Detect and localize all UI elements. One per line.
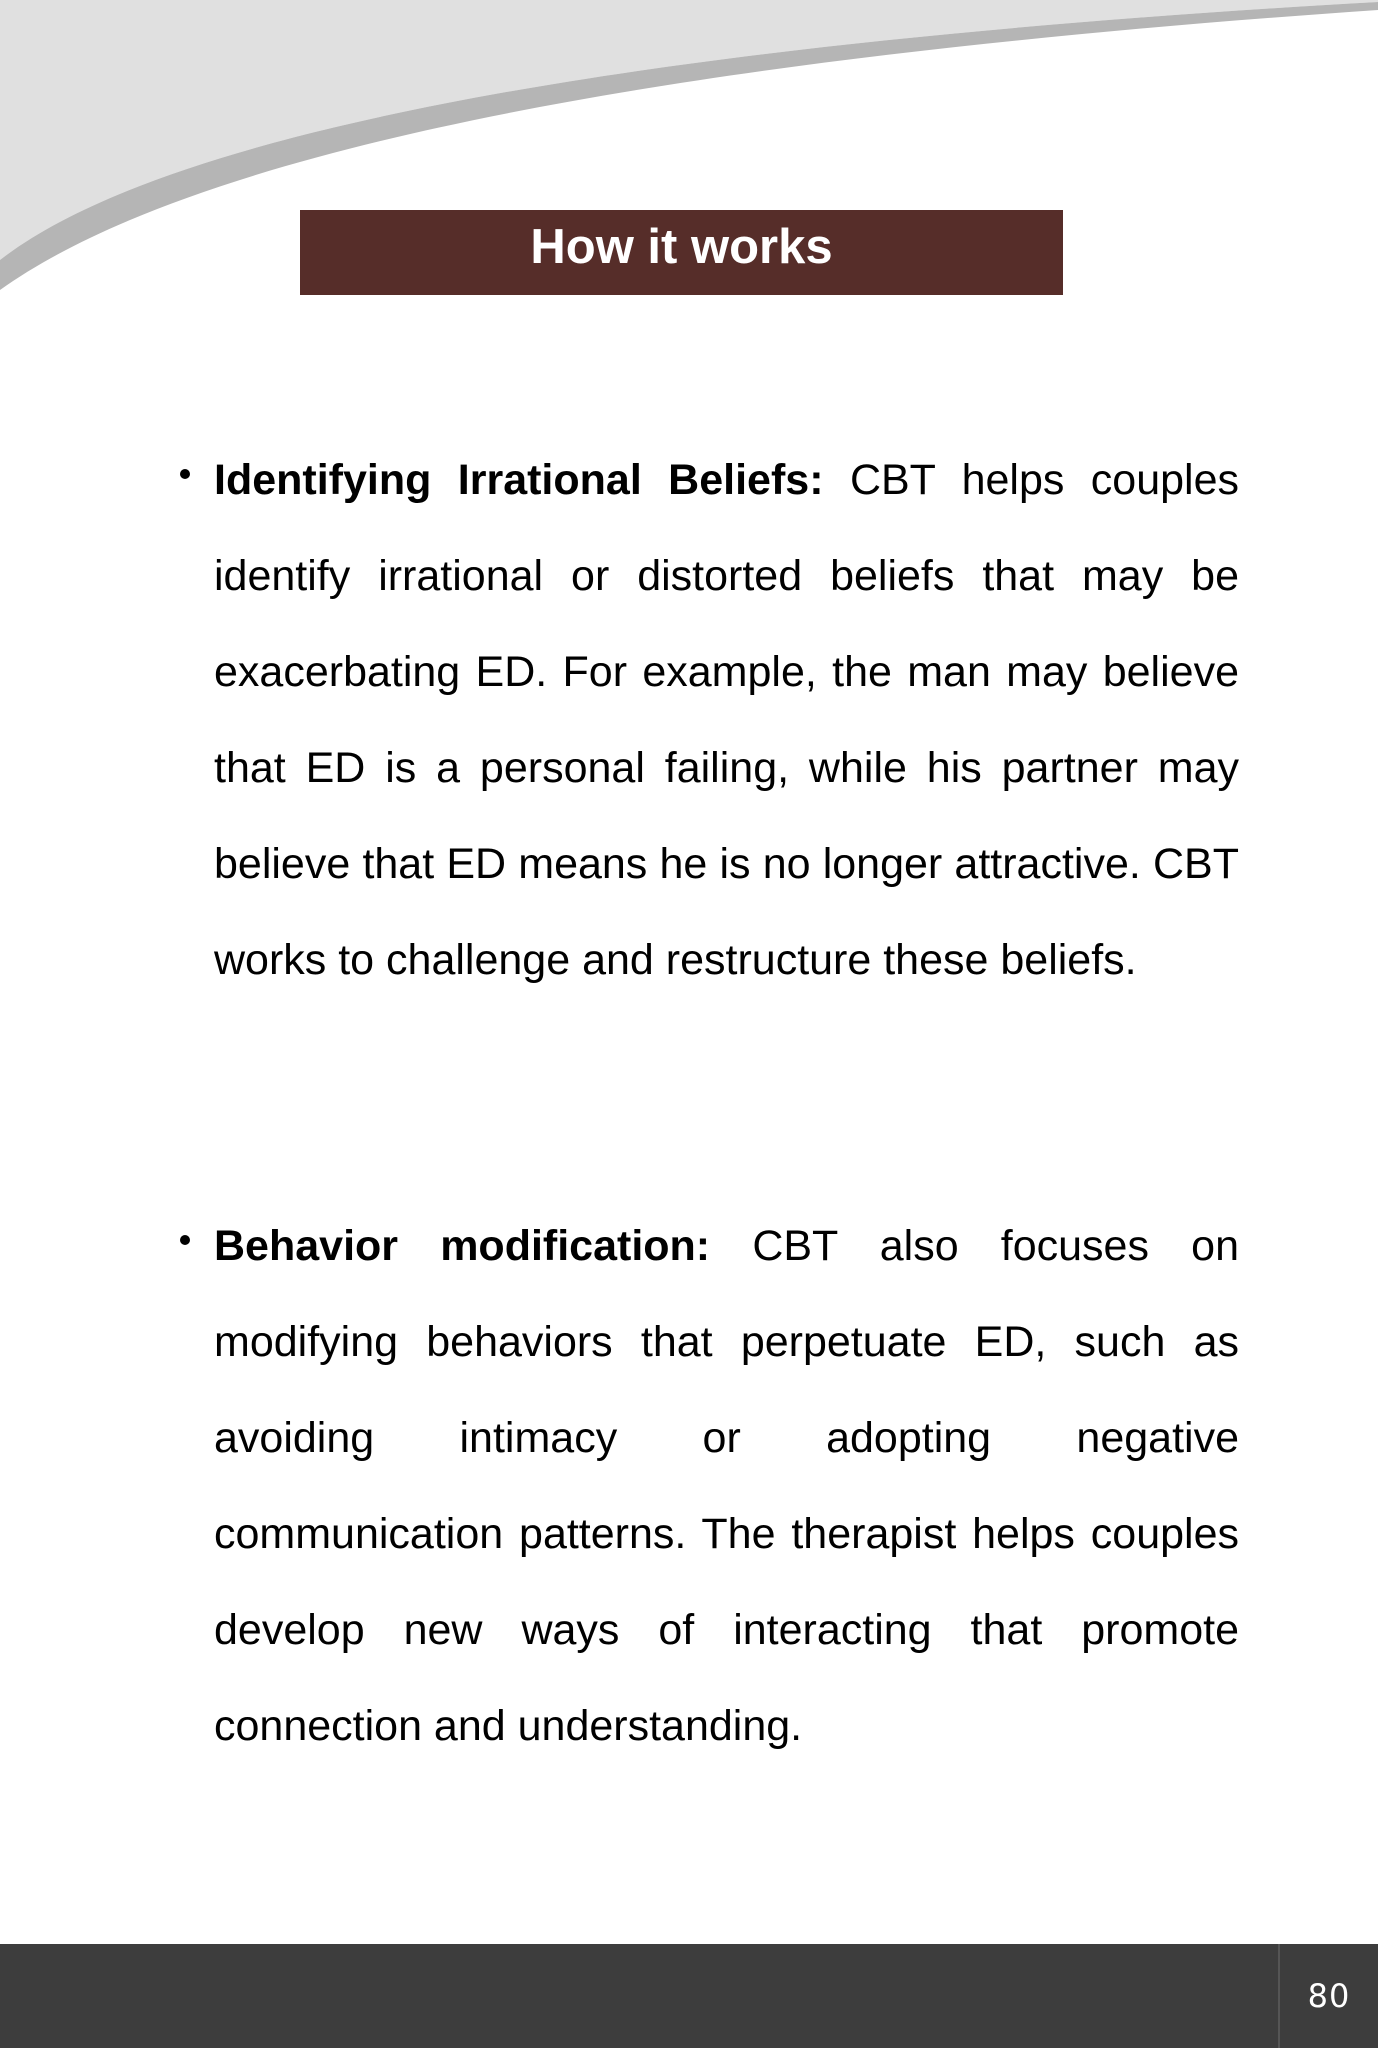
bullet-item-irrational-beliefs bbox=[214, 432, 1239, 1008]
page-title: How it works bbox=[530, 219, 833, 274]
bullet-list bbox=[214, 1198, 1239, 1774]
bullet-list bbox=[214, 432, 1239, 1008]
title-banner bbox=[300, 210, 1063, 295]
bullet-paragraph bbox=[214, 432, 1239, 1008]
bullet-icon bbox=[180, 1235, 190, 1245]
page-number-box bbox=[1278, 1944, 1378, 2048]
bullet-body: CBT helps couples identify irrational or distorted beliefs that may be exacerbating ED. For example, the man may believe that ED is a personal failing, while his partner may believe that ED means he is no longer attractive. CBT works to challenge and restructure these beliefs. bbox=[214, 456, 1239, 984]
bullet-icon bbox=[180, 469, 190, 479]
bullet-heading: Identifying Irrational Beliefs: bbox=[214, 456, 824, 504]
bullet-paragraph bbox=[214, 1198, 1239, 1774]
page-number: 80 bbox=[1307, 1977, 1351, 2015]
footer-bar bbox=[0, 1944, 1378, 2048]
bullet-body: CBT also focuses on modifying behaviors that perpetuate ED, such as avoiding intimacy or adopting negative communication patterns. The therapist helps couples develop new ways of interacting that promote connection and understanding. bbox=[214, 1222, 1239, 1750]
bullet-item-behavior-modification bbox=[214, 1198, 1239, 1774]
bullet-heading: Behavior modification: bbox=[214, 1222, 711, 1270]
